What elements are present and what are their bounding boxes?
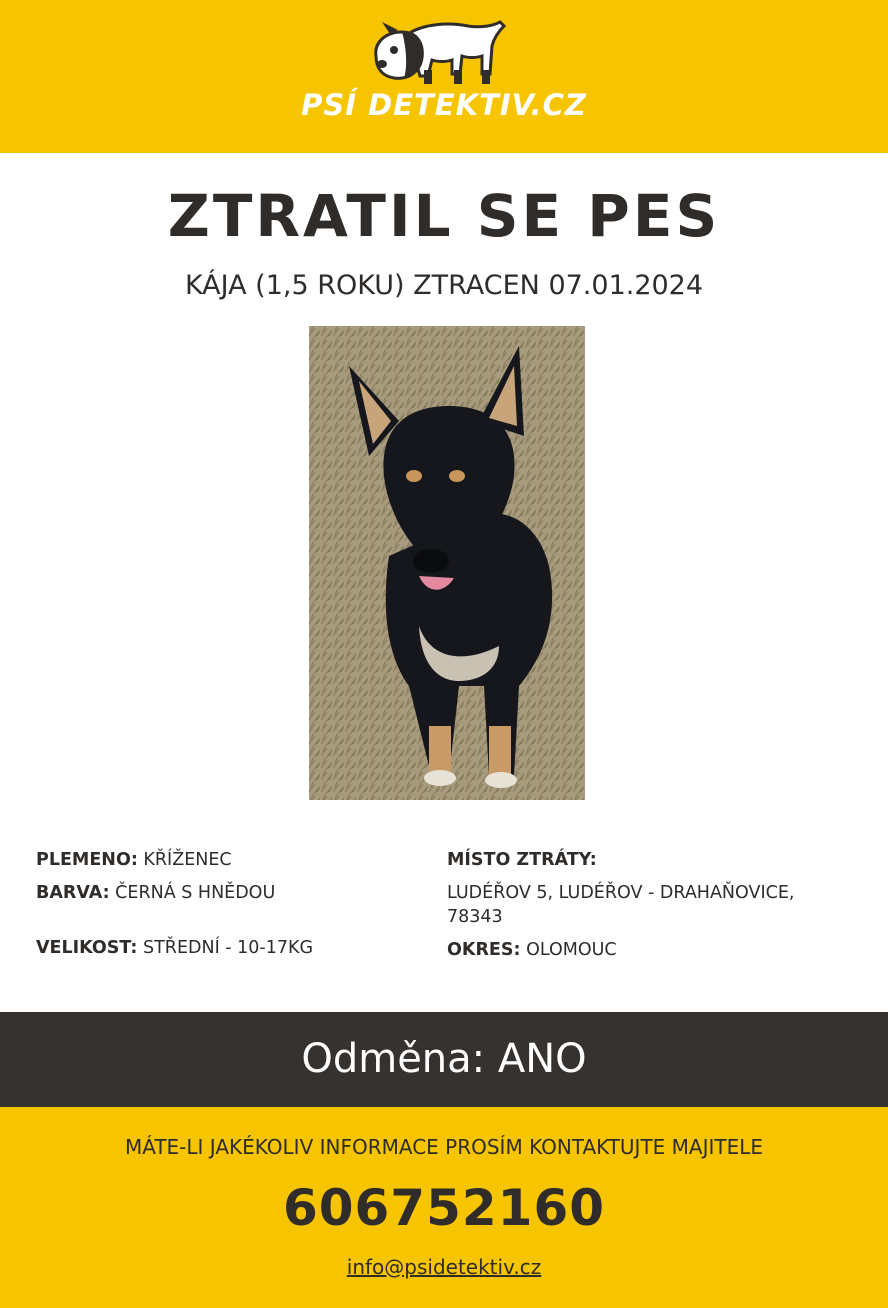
dog-photo [309, 326, 585, 800]
dog-subtitle: KÁJA (1,5 ROKU) ZTRACEN 07.01.2024 [184, 270, 704, 301]
dog-logo-icon [368, 16, 510, 88]
email-row [0, 1255, 888, 1279]
color-row [36, 881, 426, 905]
dog-photo-image [309, 326, 585, 800]
details-right [447, 848, 847, 971]
breed-label: PLEMENO: [36, 850, 138, 870]
breed-value: KŘÍŽENEC [143, 850, 232, 870]
header-banner [0, 0, 888, 153]
contact-text: MÁTE-LI JAKÉKOLIV INFORMACE PROSÍM KONTAKTUJTE MAJITELE [124, 1135, 764, 1159]
email-link[interactable]: info@psidetektiv.cz [346, 1255, 542, 1279]
details-left [36, 848, 426, 969]
district-label: OKRES: [447, 940, 521, 960]
contact-footer [0, 1107, 888, 1308]
size-row [36, 936, 426, 960]
size-value: STŘEDNÍ - 10-17KG [142, 938, 314, 958]
size-label: VELIKOST: [36, 938, 138, 958]
color-value: ČERNÁ S HNĚDOU [115, 883, 276, 903]
district-row [447, 938, 847, 962]
page-title: ZTRATIL SE PES [167, 182, 721, 250]
district-value: OLOMOUC [526, 940, 617, 960]
phone-number[interactable]: 606752160 [282, 1179, 606, 1237]
place-label: MÍSTO ZTRÁTY: [447, 850, 597, 870]
place-label-row [447, 848, 847, 872]
breed-row [36, 848, 426, 872]
color-label: BARVA: [36, 883, 110, 903]
brand-name: PSÍ DETEKTIV.CZ [301, 88, 587, 122]
place-value: LUDÉŘOV 5, LUDÉŘOV - DRAHAŇOVICE, 78343 [447, 883, 795, 927]
reward-banner: Odměna: ANO [0, 1012, 888, 1107]
